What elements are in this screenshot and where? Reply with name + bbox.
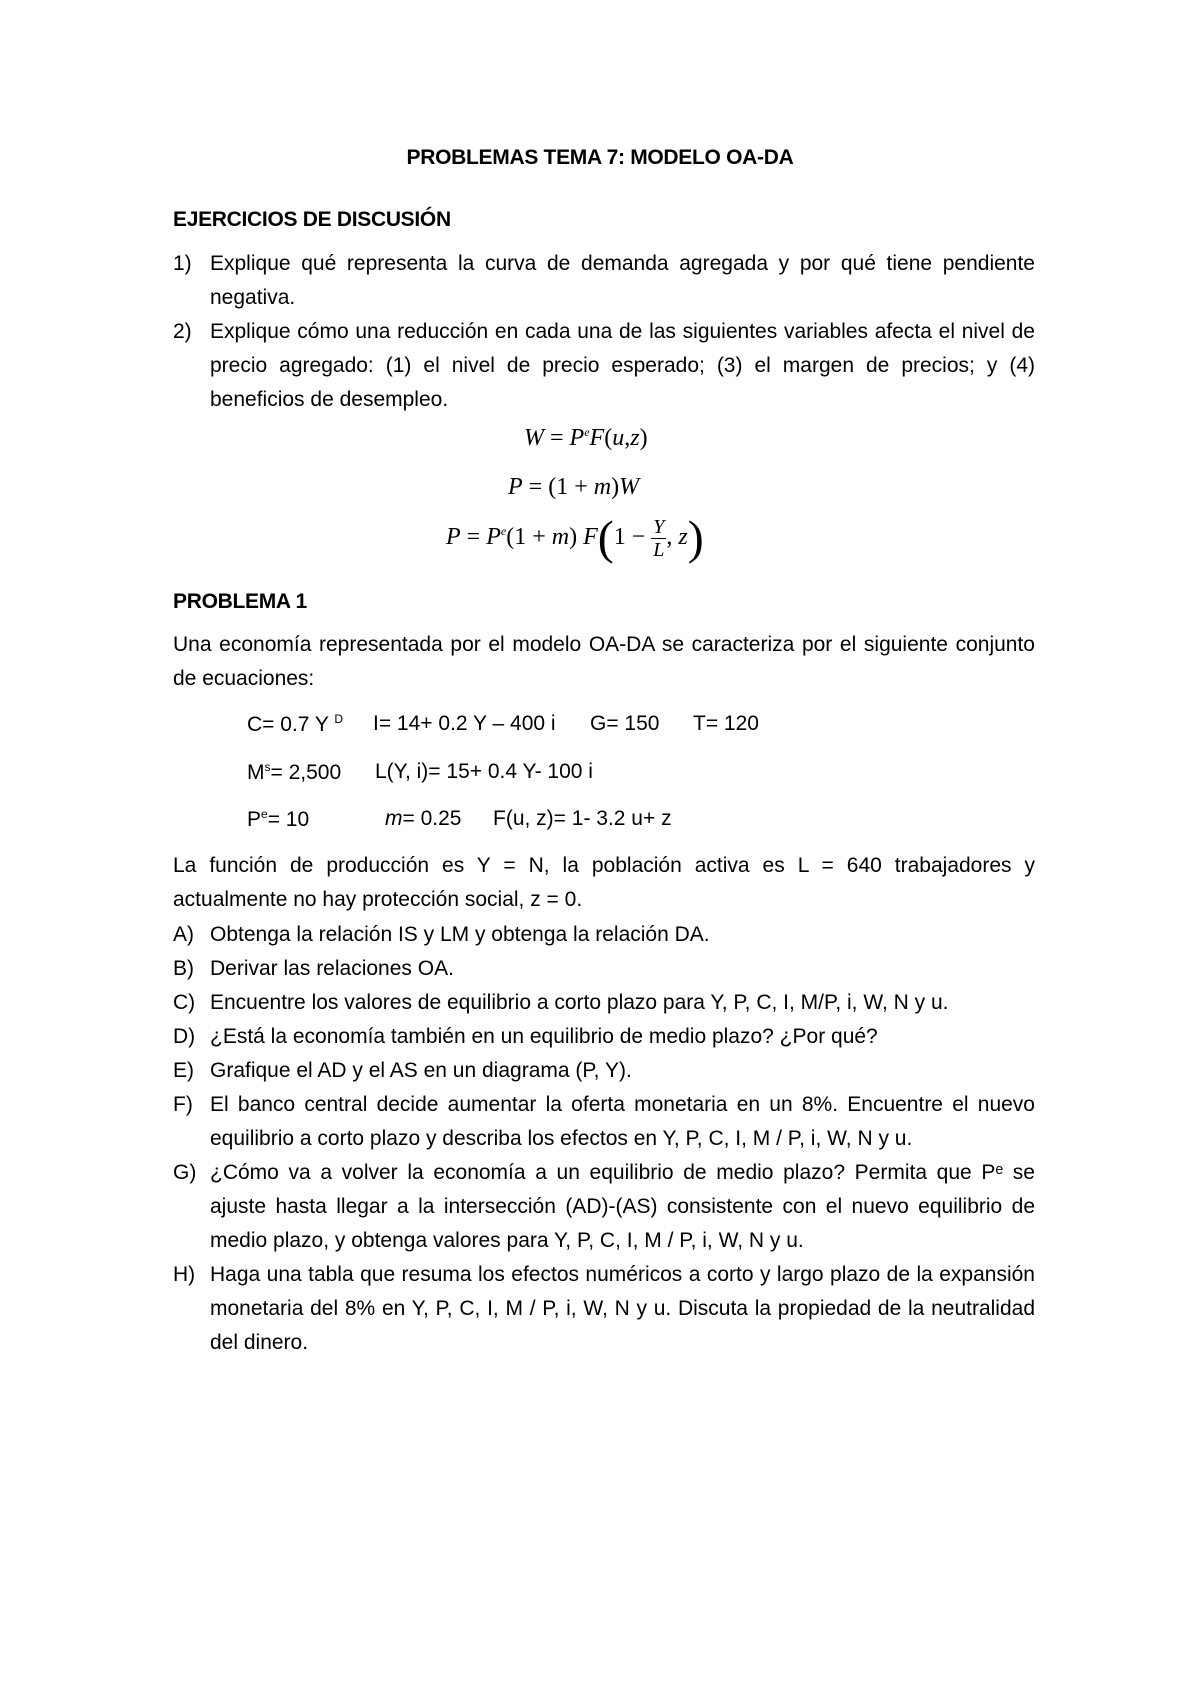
formula-aggregate-supply: $P = P^e(1 + m) F(1$ − $\frac{Y}{L}$ , z) xyxy=(446,511,704,565)
equation-money-supply: $M^s= 2,500$ xyxy=(247,760,342,784)
question-marker: D) xyxy=(173,1025,196,1048)
problem1-intro: Una economía representada por el modelo OA-DA se caracteriza por el siguiente conjunto de ecuaciones: xyxy=(173,633,1035,690)
question-c xyxy=(173,986,1035,1020)
formula-price-setting: P = (1 + m)W xyxy=(508,474,640,500)
question-f xyxy=(173,1088,1035,1156)
question-marker: A) xyxy=(173,923,194,946)
problem1-context: La función de producción es Y = N, la población activa es L = 640 trabajadores y actualmente no hay protección social, z = 0. xyxy=(173,854,1035,911)
question-text: Obtenga la relación IS y LM y obtenga la relación DA. xyxy=(210,923,710,946)
equation-consumption: C= 0.7 Y $^D$ xyxy=(247,712,344,736)
equation-taxes: T= 120 xyxy=(693,712,759,735)
item-text: Explique cómo una reducción en cada una de las siguientes variables afecta el nivel de precio agregado: (1) el nivel de precio esperado; (3) el margen de precios; y (4) beneficios de desempleo. xyxy=(210,320,1035,411)
question-marker: H) xyxy=(173,1263,196,1286)
question-d xyxy=(173,1020,1035,1054)
equation-markup: m= 0.25 xyxy=(385,807,462,830)
question-text: ¿Está la economía también en un equilibrio de medio plazo? ¿Por qué? xyxy=(210,1025,878,1048)
item-marker: 1) xyxy=(173,252,192,275)
discussion-item-1 xyxy=(173,247,1035,315)
equation-expected-price: $P^e= 10$ xyxy=(247,807,310,831)
question-a xyxy=(173,918,1035,952)
question-text: El banco central decide aumentar la oferta monetaria en un 8%. Encuentre el nuevo equilibrio a corto plazo y describa los efectos en Y, P, C, I, M / P, i, W, N y u. xyxy=(210,1093,1035,1150)
item-marker: 2) xyxy=(173,320,192,343)
document-title: PROBLEMAS TEMA 7: MODELO OA-DA xyxy=(406,146,794,169)
question-marker: B) xyxy=(173,957,194,980)
question-b xyxy=(173,952,1035,986)
equation-wage-function: F(u, z)= 1- 3.2 u+ z xyxy=(493,807,672,830)
question-text: Derivar las relaciones OA. xyxy=(210,957,454,980)
question-text: ¿Cómo va a volver la economía a un equilibrio de medio plazo? Permita que Pᵉ se ajuste hasta llegar a la intersección (AD)-(AS) consistente con el nuevo equilibrio de medio plazo, y obtenga valores para Y, P, C, I, M / P, i, W, N y u. xyxy=(210,1161,1035,1252)
discussion-item-2 xyxy=(173,315,1035,417)
formula-wage-setting: $W = P^eF(u,z)$ xyxy=(524,425,648,451)
equation-money-demand: L(Y, i)= 15+ 0.4 Y- 100 i xyxy=(375,760,593,783)
question-g xyxy=(173,1156,1035,1258)
question-marker: C) xyxy=(173,991,196,1014)
equation-investment: I= 14+ 0.2 Y – 400 i xyxy=(373,712,556,735)
discussion-heading: EJERCICIOS DE DISCUSIÓN xyxy=(173,208,451,231)
question-marker: G) xyxy=(173,1161,197,1184)
question-text: Haga una tabla que resuma los efectos numéricos a corto y largo plazo de la expansión monetaria del 8% en Y, P, C, I, M / P, i, W, N y u. Discuta la propiedad de la neutralidad del dinero. xyxy=(210,1263,1035,1354)
item-text: Explique qué representa la curva de demanda agregada y por qué tiene pendiente negativa. xyxy=(210,252,1035,309)
question-marker: F) xyxy=(173,1093,193,1116)
question-marker: E) xyxy=(173,1059,194,1082)
problem1-heading: PROBLEMA 1 xyxy=(173,590,307,613)
question-h xyxy=(173,1258,1035,1360)
question-text: Encuentre los valores de equilibrio a corto plazo para Y, P, C, I, M/P, i, W, N y u. xyxy=(210,991,949,1014)
equation-government: G= 150 xyxy=(590,712,660,735)
question-text: Grafique el AD y el AS en un diagrama (P, Y). xyxy=(210,1059,632,1082)
question-e xyxy=(173,1054,1035,1088)
